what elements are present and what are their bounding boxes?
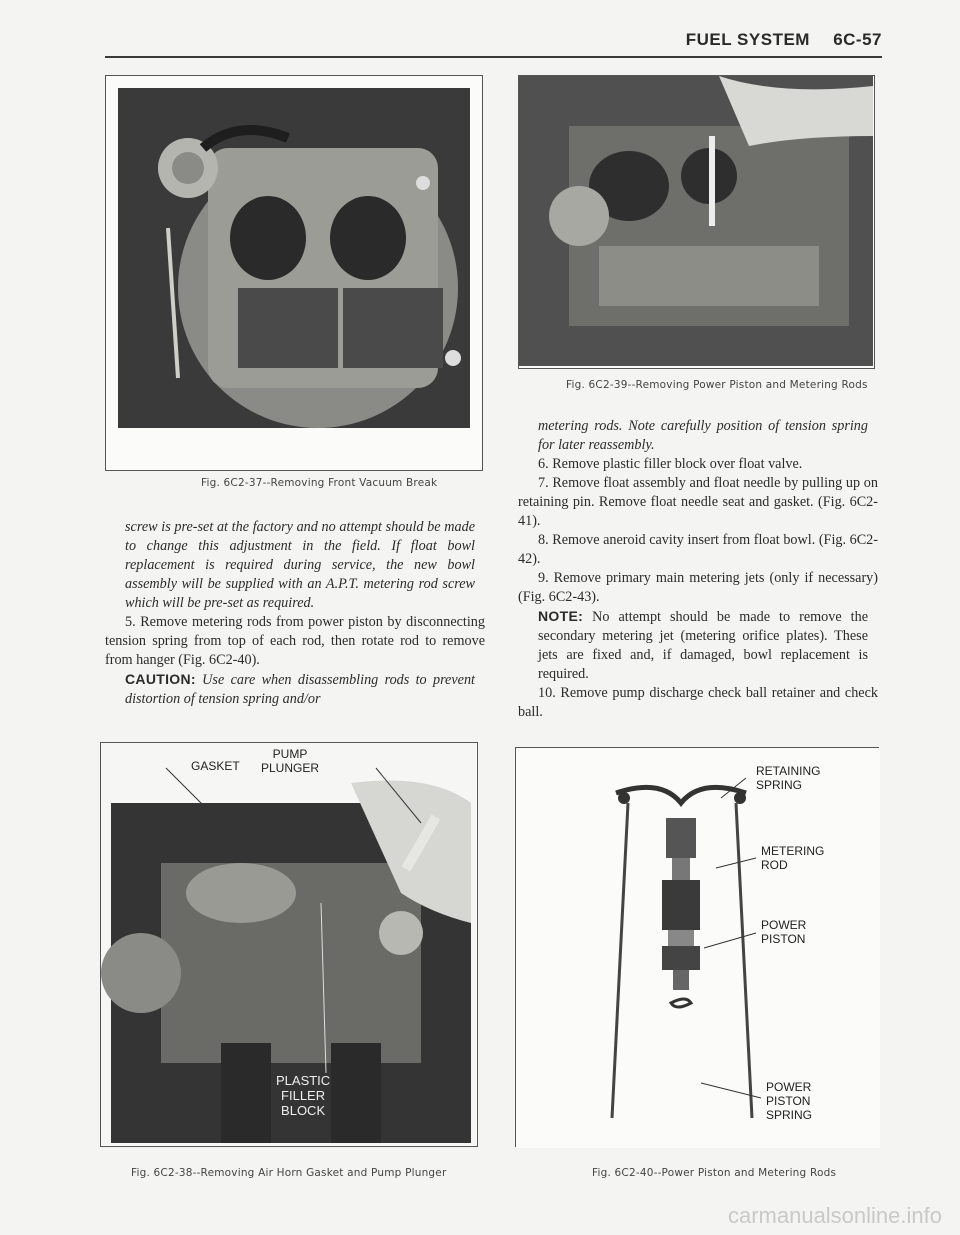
carburetor-top-photo [118,88,470,428]
header-rule [105,56,882,58]
caution-label: CAUTION: [125,671,196,687]
callout-pump-plunger: PUMP PLUNGER [261,747,320,775]
section-title: FUEL SYSTEM [685,30,810,49]
note-text: No attempt should be made to remove the secondary metering jet (metering orifice plates). These jets are fixed and, if damaged, bowl replacement is required. [538,609,868,682]
callout-gasket: GASKET [191,759,240,773]
step-8: 8. Remove aneroid cavity insert from float bowl. (Fig. 6C2-42). [518,532,878,567]
power-piston-removal-illustration [519,76,873,366]
callout-metering-rod: METERING ROD [761,844,825,872]
figure-caption-38: Fig. 6C2-38--Removing Air Horn Gasket and Pump Plunger [131,1167,447,1179]
power-piston-diagram [516,748,880,1148]
continued-italic-paragraph-right: metering rods. Note carefully position of tension spring for later reassembly. [538,418,868,453]
step-6: 6. Remove plastic filler block over float valve. [538,456,803,472]
power-piston-removal-photo [519,76,873,366]
step-7: 7. Remove float assembly and float needle by pulling up on retaining pin. Remove float needle seat and gasket. (Fig. 6C2-41). [518,475,878,529]
figure-caption-39: Fig. 6C2-39--Removing Power Piston and Metering Rods [566,379,868,391]
figure-caption-40: Fig. 6C2-40--Power Piston and Metering Rods [592,1167,837,1179]
callout-plastic-filler-block: PLASTIC FILLER BLOCK [276,1073,331,1118]
step-10: 10. Remove pump discharge check ball retainer and check ball. [518,685,878,720]
caution-paragraph [105,670,485,709]
right-column-text [518,417,878,722]
left-column-text [105,518,485,709]
figure-6c2-38 [100,742,478,1147]
step-9: 9. Remove primary main metering jets (only if necessary) (Fig. 6C2-43). [518,570,878,605]
step-5: 5. Remove metering rods from power piston by disconnecting tension spring from top of each rod, then rotate rod to remove from hanger (Fig. 6C2-40). [105,614,485,668]
callout-power-piston-spring: POWER PISTON SPRING [766,1080,813,1122]
page-number: 6C-57 [833,30,882,49]
caution-text: Use care when disassembling rods to prevent distortion of tension spring and/or [125,672,475,707]
watermark: carmanualsonline.info [727,1203,942,1228]
figure-caption: Fig. 6C2-37--Removing Front Vacuum Break [201,477,438,489]
figure-6c2-40 [515,747,879,1147]
continued-italic-paragraph: screw is pre-set at the factory and no attempt should be made to change this adjustment in the field. If float bowl replacement is required during service, the new bowl assembly will be supplied with an A.P.T. metering rod screw which will be pre-set as required. [125,519,475,611]
note-label: NOTE: [538,608,584,624]
note-paragraph [518,607,878,684]
callout-retaining-spring: RETAINING SPRING [756,764,821,792]
figure-6c2-37 [105,75,483,489]
callout-power-piston: POWER PISTON [761,918,807,946]
page-header [686,30,882,50]
carburetor-top-illustration [118,88,470,428]
figure-6c2-39 [518,75,875,369]
